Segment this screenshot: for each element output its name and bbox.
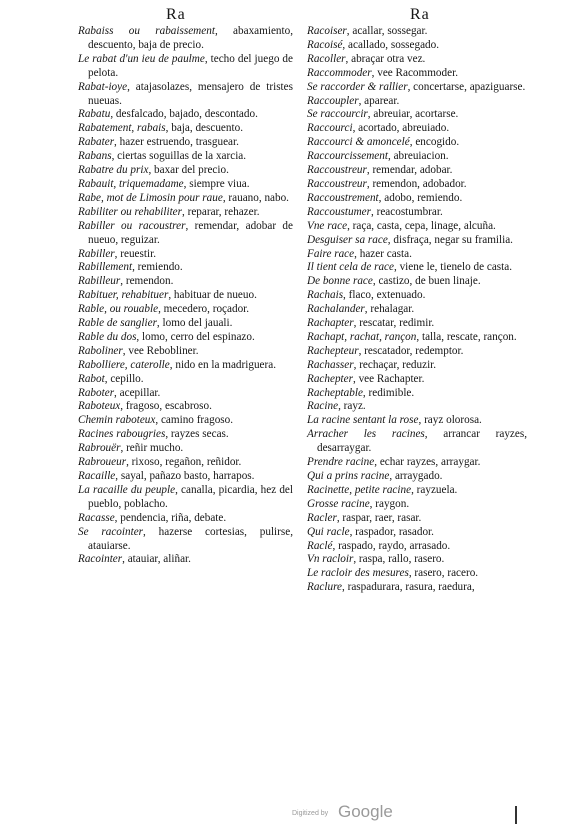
dictionary-entry xyxy=(78,25,293,53)
dictionary-entry xyxy=(307,428,527,456)
entry-definition: , castizo, de buen linaje. xyxy=(372,275,481,288)
dictionary-entry xyxy=(307,540,527,554)
entry-definition: , vee Racommoder. xyxy=(371,66,458,79)
entry-headword: Raccoustumer xyxy=(307,205,372,218)
entry-headword: Rabater xyxy=(78,136,115,149)
entry-headword: Il tient cela de race xyxy=(307,261,394,274)
dictionary-entry xyxy=(78,261,293,275)
entry-headword: Rabiller xyxy=(78,247,115,260)
entry-headword: Se racointer xyxy=(78,525,144,538)
entry-headword: La racaille du peuple xyxy=(78,483,176,496)
dictionary-entry xyxy=(78,442,293,456)
entry-definition: , arrancar rayzes, desarraygar. xyxy=(317,428,527,455)
entry-definition: , atauiar, aliñar. xyxy=(122,553,191,566)
entry-definition: , rescatar, redimir. xyxy=(353,317,435,330)
entry-definition: , adobo, remiendo. xyxy=(378,191,463,204)
dictionary-entry xyxy=(78,220,293,248)
entry-headword: Raclé xyxy=(307,539,333,552)
entry-definition: , remendon. xyxy=(120,275,174,288)
dictionary-entry xyxy=(307,164,527,178)
entry-definition: , canalla, picardia, hez del pueblo, poblacho. xyxy=(88,483,293,510)
entry-definition: , techo del juego de pelota. xyxy=(88,52,293,79)
dictionary-entry xyxy=(78,414,293,428)
entry-headword: Rabituer, rehabituer xyxy=(78,289,169,302)
entry-definition: , rayzes secas. xyxy=(165,428,229,441)
entry-definition: , vee Rebobliner. xyxy=(122,344,199,357)
entry-definition: , talla, rescate, rançon. xyxy=(416,330,517,343)
dictionary-entry xyxy=(307,470,527,484)
dictionary-entry xyxy=(307,331,527,345)
entry-definition: , rayz. xyxy=(338,400,366,413)
dictionary-entry xyxy=(307,206,527,220)
dictionary-entry xyxy=(307,150,527,164)
dictionary-entry xyxy=(307,81,527,95)
dictionary-entry xyxy=(307,136,527,150)
entry-definition: , remendar, adobar. xyxy=(366,164,453,177)
dictionary-entry xyxy=(307,359,527,373)
dictionary-entry xyxy=(78,484,293,512)
entry-headword: Qui a prins racine xyxy=(307,470,390,482)
dictionary-entry xyxy=(78,373,293,387)
dictionary-entry xyxy=(307,53,527,67)
digitized-by-text: Digitized by xyxy=(292,810,329,817)
entry-definition: , acepillar. xyxy=(114,386,161,399)
entry-headword: Raccommoder xyxy=(307,66,372,79)
entry-headword: Chemin raboteux xyxy=(78,414,156,427)
entry-definition: , raygon. xyxy=(369,497,410,510)
entry-headword: Se raccorder & rallier xyxy=(307,80,408,93)
page-edge-mark xyxy=(515,806,517,824)
entry-definition: , reuestir. xyxy=(114,247,156,260)
entry-headword: Rabot xyxy=(78,372,105,385)
dictionary-entry xyxy=(307,498,527,512)
entry-definition: , lomo del jauali. xyxy=(156,317,233,330)
entry-headword: Raccoustreur xyxy=(307,177,367,190)
dictionary-entry xyxy=(78,331,293,345)
dictionary-entry xyxy=(307,178,527,192)
entry-definition: , hazer casta. xyxy=(354,247,412,260)
entry-headword: Vne race xyxy=(307,219,348,232)
entry-definition: , vee Rachapter. xyxy=(352,372,425,385)
entry-headword: Rabaiss ou rabaissement xyxy=(78,25,215,37)
entry-definition: , arraygado. xyxy=(389,470,443,482)
entry-definition: , hazer estruendo, trasguear. xyxy=(114,136,239,149)
entry-headword: Rable de sanglier xyxy=(78,317,157,330)
entry-definition: , baxar del precio. xyxy=(148,164,229,177)
entry-definition: , aparear. xyxy=(358,94,400,107)
entry-definition: , siempre viua. xyxy=(183,177,250,190)
entry-headword: Raccoustrement xyxy=(307,191,379,204)
entry-definition: , rehalagar. xyxy=(364,303,415,316)
dictionary-entry xyxy=(307,122,527,136)
entry-headword: Raccoustreur xyxy=(307,164,367,177)
entry-headword: Rabroueur xyxy=(78,456,127,469)
entry-headword: Rable du dos xyxy=(78,330,137,343)
dictionary-entry xyxy=(307,234,527,248)
entry-headword: Racheptable xyxy=(307,386,363,399)
entry-headword: Rachepter xyxy=(307,372,353,385)
entry-headword: Racinette, petite racine xyxy=(307,483,412,496)
entry-definition: , rayzuela. xyxy=(411,483,458,496)
entry-headword: Rabatu xyxy=(78,108,111,121)
entry-definition: , flaco, extenuado. xyxy=(343,289,426,302)
dictionary-entry xyxy=(307,484,527,498)
dictionary-entry xyxy=(307,456,527,470)
dictionary-entry xyxy=(78,303,293,317)
entry-definition: , camino fragoso. xyxy=(155,414,234,427)
entry-headword: Rabolliere, caterolle xyxy=(78,358,170,371)
dictionary-entry xyxy=(78,248,293,262)
entry-definition: , echar rayzes, arraygar. xyxy=(374,456,481,469)
entry-definition: , rescatador, redemptor. xyxy=(358,344,464,357)
dictionary-entry xyxy=(78,553,293,567)
dictionary-entry xyxy=(78,345,293,359)
entry-headword: Rabillement xyxy=(78,261,133,274)
dictionary-entry xyxy=(307,289,527,303)
entry-definition: , rechaçar, reduzir. xyxy=(353,358,437,371)
dictionary-entry xyxy=(78,387,293,401)
dictionary-entry xyxy=(78,122,293,136)
dictionary-entry xyxy=(78,108,293,122)
entry-definition: , rasero, racero. xyxy=(408,567,479,580)
entry-headword: Racasse xyxy=(78,511,115,524)
entry-headword: De bonne race xyxy=(307,275,373,288)
entry-definition: , remendon, adobador. xyxy=(366,177,467,190)
dictionary-entry xyxy=(307,567,527,581)
entry-headword: Rabatement, rabais xyxy=(78,122,166,135)
entry-definition: , acallar, sossegar. xyxy=(346,25,428,37)
entry-definition: , reparar, rehazer. xyxy=(182,205,260,218)
entry-headword: Rabans xyxy=(78,150,112,163)
entry-headword: Racines rabougries xyxy=(78,428,166,441)
dictionary-entry xyxy=(307,248,527,262)
entry-headword: Le rabat d'un ieu de paulme xyxy=(78,52,205,65)
dictionary-entry xyxy=(78,470,293,484)
entry-definition: , abaxamiento, descuento, baja de precio. xyxy=(88,25,294,51)
dictionary-entry xyxy=(307,553,527,567)
entry-definition: , baja, descuento. xyxy=(165,122,243,135)
entry-headword: Rabrouër xyxy=(78,442,121,455)
dictionary-entry xyxy=(78,150,293,164)
dictionary-entry xyxy=(307,526,527,540)
entry-headword: Rabilleur xyxy=(78,275,121,288)
entry-headword: Rabiller ou racoustrer xyxy=(78,219,186,232)
entry-definition: , disfraça, negar su framilia. xyxy=(387,233,513,246)
entry-headword: Qui racle xyxy=(307,525,350,538)
entry-headword: Raboliner xyxy=(78,344,123,357)
dictionary-entry xyxy=(307,39,527,53)
entry-definition: , sayal, pañazo basto, harrapos. xyxy=(115,470,255,482)
entry-headword: Racaille xyxy=(78,470,116,482)
right-column xyxy=(307,25,527,595)
entry-headword: Racler xyxy=(307,511,337,524)
entry-headword: Raccourci xyxy=(307,122,353,135)
dictionary-entry xyxy=(307,373,527,387)
dictionary-entry xyxy=(307,25,527,39)
entry-headword: Raccourcissement xyxy=(307,150,388,163)
dictionary-entry xyxy=(307,387,527,401)
entry-headword: Se raccourcir xyxy=(307,108,368,121)
entry-definition: , raspa, rallo, rasero. xyxy=(353,553,445,566)
entry-definition: , atajasolazes, mensajero de tristes nueuas. xyxy=(88,80,293,107)
dictionary-entry xyxy=(307,108,527,122)
entry-headword: Rachasser xyxy=(307,358,354,371)
entry-definition: , raspado, raydo, arrasado. xyxy=(332,539,451,552)
dictionary-entry xyxy=(307,345,527,359)
entry-headword: Racoller xyxy=(307,52,346,65)
entry-headword: Rabiliter ou rehabiliter xyxy=(78,205,182,218)
entry-headword: Desguiser sa race xyxy=(307,233,388,246)
entry-headword: Racoiser xyxy=(307,25,347,37)
entry-definition: , ciertas soguillas de la xarcia. xyxy=(111,150,247,163)
entry-headword: La racine sentant la rose xyxy=(307,414,419,427)
entry-headword: Raclure xyxy=(307,581,342,594)
entry-definition: , redimible. xyxy=(362,386,415,399)
entry-headword: Racine xyxy=(307,400,339,413)
entry-headword: Rachapter xyxy=(307,317,354,330)
dictionary-entry xyxy=(78,317,293,331)
entry-definition: , mecedero, roçador. xyxy=(158,303,250,316)
dictionary-entry xyxy=(78,512,293,526)
entry-definition: , raça, casta, cepa, linage, alcuña. xyxy=(347,219,496,232)
dictionary-entry xyxy=(78,289,293,303)
entry-headword: Racoisé xyxy=(307,38,343,51)
entry-definition: , lomo, cerro del espinazo. xyxy=(136,330,255,343)
dictionary-entry xyxy=(307,192,527,206)
entry-definition: , reñir mucho. xyxy=(120,442,184,455)
entry-definition: , nido en la madriguera. xyxy=(169,358,276,371)
dictionary-entry xyxy=(78,456,293,470)
page-header xyxy=(0,6,562,26)
entry-definition: , rauano, nabo. xyxy=(222,191,289,204)
entry-headword: Le racloir des mesures xyxy=(307,567,409,580)
entry-headword: Rachalander xyxy=(307,303,365,316)
dictionary-entry xyxy=(78,136,293,150)
entry-headword: Arracher les racines xyxy=(307,428,425,441)
dictionary-entry xyxy=(307,303,527,317)
entry-definition: , viene le, tienelo de casta. xyxy=(393,261,513,274)
entry-headword: Rabauit, triquemadame xyxy=(78,177,184,190)
entry-headword: Rachapt, rachat, rançon xyxy=(307,330,417,343)
left-column xyxy=(78,25,293,567)
entry-headword: Rabatre du prix xyxy=(78,164,149,177)
running-head-left: Ra xyxy=(166,6,186,23)
dictionary-entry xyxy=(78,275,293,289)
running-head-right: Ra xyxy=(410,6,430,23)
entry-definition: , hazerse cortesias, pulirse, atauiarse. xyxy=(88,525,294,552)
entry-headword: Grosse racine xyxy=(307,497,370,510)
entry-headword: Rachepteur xyxy=(307,344,359,357)
dictionary-entry xyxy=(307,261,527,275)
entry-headword: Raboter xyxy=(78,386,115,399)
entry-headword: Rabe, mot de Limosin pour raue xyxy=(78,191,223,204)
entry-headword: Prendre racine xyxy=(307,456,375,469)
entry-definition: , desfalcado, bajado, descontado. xyxy=(110,108,258,121)
entry-definition: , rayz olorosa. xyxy=(418,414,482,427)
entry-definition: , acallado, sossegado. xyxy=(342,38,440,51)
entry-headword: Vn racloir xyxy=(307,553,354,566)
entry-definition: , fragoso, escabroso. xyxy=(120,400,212,413)
entry-definition: , raspar, raer, rasar. xyxy=(336,511,422,524)
dictionary-entry xyxy=(78,526,293,554)
entry-definition: , cepillo. xyxy=(104,372,144,385)
dictionary-entry xyxy=(78,81,293,109)
dictionary-entry xyxy=(307,414,527,428)
entry-definition: , rixoso, regañon, reñidor. xyxy=(126,456,242,469)
dictionary-entry xyxy=(307,581,527,595)
dictionary-entry xyxy=(307,95,527,109)
dictionary-entry xyxy=(78,164,293,178)
dictionary-entry xyxy=(307,220,527,234)
dictionary-entry xyxy=(78,192,293,206)
entry-definition: , abreuiar, acortarse. xyxy=(367,108,459,121)
entry-definition: , raspadurara, rasura, raedura, xyxy=(342,581,475,594)
dictionary-entry xyxy=(78,428,293,442)
dictionary-entry xyxy=(307,512,527,526)
entry-headword: Rachais xyxy=(307,289,344,302)
digitization-watermark xyxy=(292,802,432,824)
dictionary-entry xyxy=(307,317,527,331)
entry-definition: , acortado, abreuiado. xyxy=(352,122,450,135)
dictionary-entry xyxy=(307,67,527,81)
entry-headword: Raccoupler xyxy=(307,94,359,107)
entry-definition: , encogido. xyxy=(409,136,460,149)
dictionary-entry xyxy=(78,206,293,220)
entry-headword: Rabat-ioye xyxy=(78,80,128,93)
entry-definition: , abraçar otra vez. xyxy=(345,52,426,65)
entry-definition: , abreuiacion. xyxy=(387,150,449,163)
dictionary-entry xyxy=(78,400,293,414)
entry-definition: , concertarse, apaziguarse. xyxy=(407,80,526,93)
entry-headword: Racointer xyxy=(78,553,123,566)
entry-headword: Raboteux xyxy=(78,400,121,413)
entry-definition: , reacostumbrar. xyxy=(371,205,443,218)
entry-headword: Faire race xyxy=(307,247,355,260)
entry-headword: Raccourci & amoncelé xyxy=(307,136,410,149)
google-wordmark: Google xyxy=(338,802,393,821)
entry-definition: , remendar, adobar de nueuo, reguizar. xyxy=(88,219,293,246)
dictionary-entry xyxy=(78,53,293,81)
entry-headword: Rable, ou rouable xyxy=(78,303,159,316)
dictionary-entry xyxy=(307,275,527,289)
dictionary-entry xyxy=(307,400,527,414)
entry-definition: , remiendo. xyxy=(132,261,183,274)
dictionary-entry xyxy=(78,178,293,192)
entry-definition: , raspador, rasador. xyxy=(349,525,434,538)
entry-definition: , pendencia, riña, debate. xyxy=(114,511,227,524)
entry-definition: , habituar de nueuo. xyxy=(168,289,257,302)
dictionary-entry xyxy=(78,359,293,373)
